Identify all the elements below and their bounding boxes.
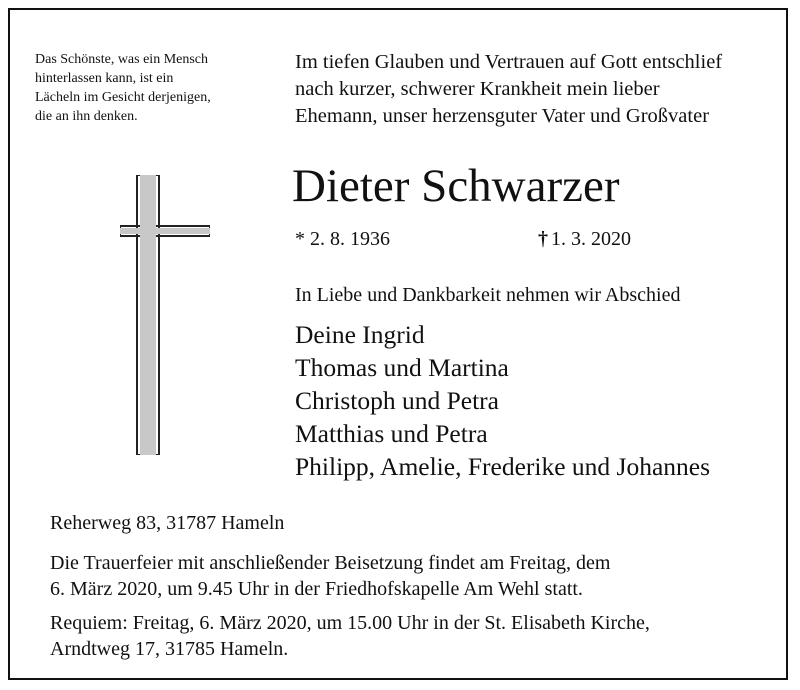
dagger-icon: † [538, 228, 548, 250]
quote-line: Lächeln im Gesicht derjenigen, [35, 90, 211, 105]
intro-line: nach kurzer, schwerer Krankheit mein lieber [295, 78, 660, 100]
family-member: Deine Ingrid [295, 320, 425, 349]
requiem-line: Arndtweg 17, 31785 Hameln. [50, 638, 289, 660]
requiem-line: Requiem: Freitag, 6. März 2020, um 15.00 Uhr in der St. Elisabeth Kirche, [50, 612, 650, 634]
home-address: Reherweg 83, 31787 Hameln [50, 512, 285, 534]
cross-icon [120, 175, 210, 455]
service-line: 6. März 2020, um 9.45 Uhr in der Friedhofskapelle Am Wehl statt. [50, 578, 583, 600]
quote-line: Das Schönste, was ein Mensch [35, 52, 209, 67]
family-list [295, 318, 710, 483]
farewell-text: In Liebe und Dankbarkeit nehmen wir Abschied [295, 284, 681, 306]
intro-text [295, 49, 775, 130]
service-line: Die Trauerfeier mit anschließender Beisetzung findet am Freitag, dem [50, 552, 611, 574]
intro-line: Ehemann, unser herzensguter Vater und Großvater [295, 105, 710, 127]
quote-line: hinterlassen kann, ist ein [35, 71, 174, 86]
birth-date: * 2. 8. 1936 [295, 228, 390, 250]
intro-line: Im tiefen Glauben und Vertrauen auf Gott entschlief [295, 51, 723, 73]
family-member: Matthias und Petra [295, 419, 488, 448]
funeral-service-info [50, 550, 610, 602]
memorial-quote [35, 50, 265, 126]
quote-line: die an ihn denken. [35, 109, 138, 124]
death-date: 1. 3. 2020 [551, 228, 631, 250]
family-member: Thomas und Martina [295, 353, 509, 382]
death-date-line [538, 226, 631, 252]
family-member: Philipp, Amelie, Frederike und Johannes [295, 452, 711, 481]
deceased-name: Dieter Schwarzer [292, 160, 620, 212]
requiem-info [50, 610, 650, 662]
family-member: Christoph und Petra [295, 386, 499, 415]
